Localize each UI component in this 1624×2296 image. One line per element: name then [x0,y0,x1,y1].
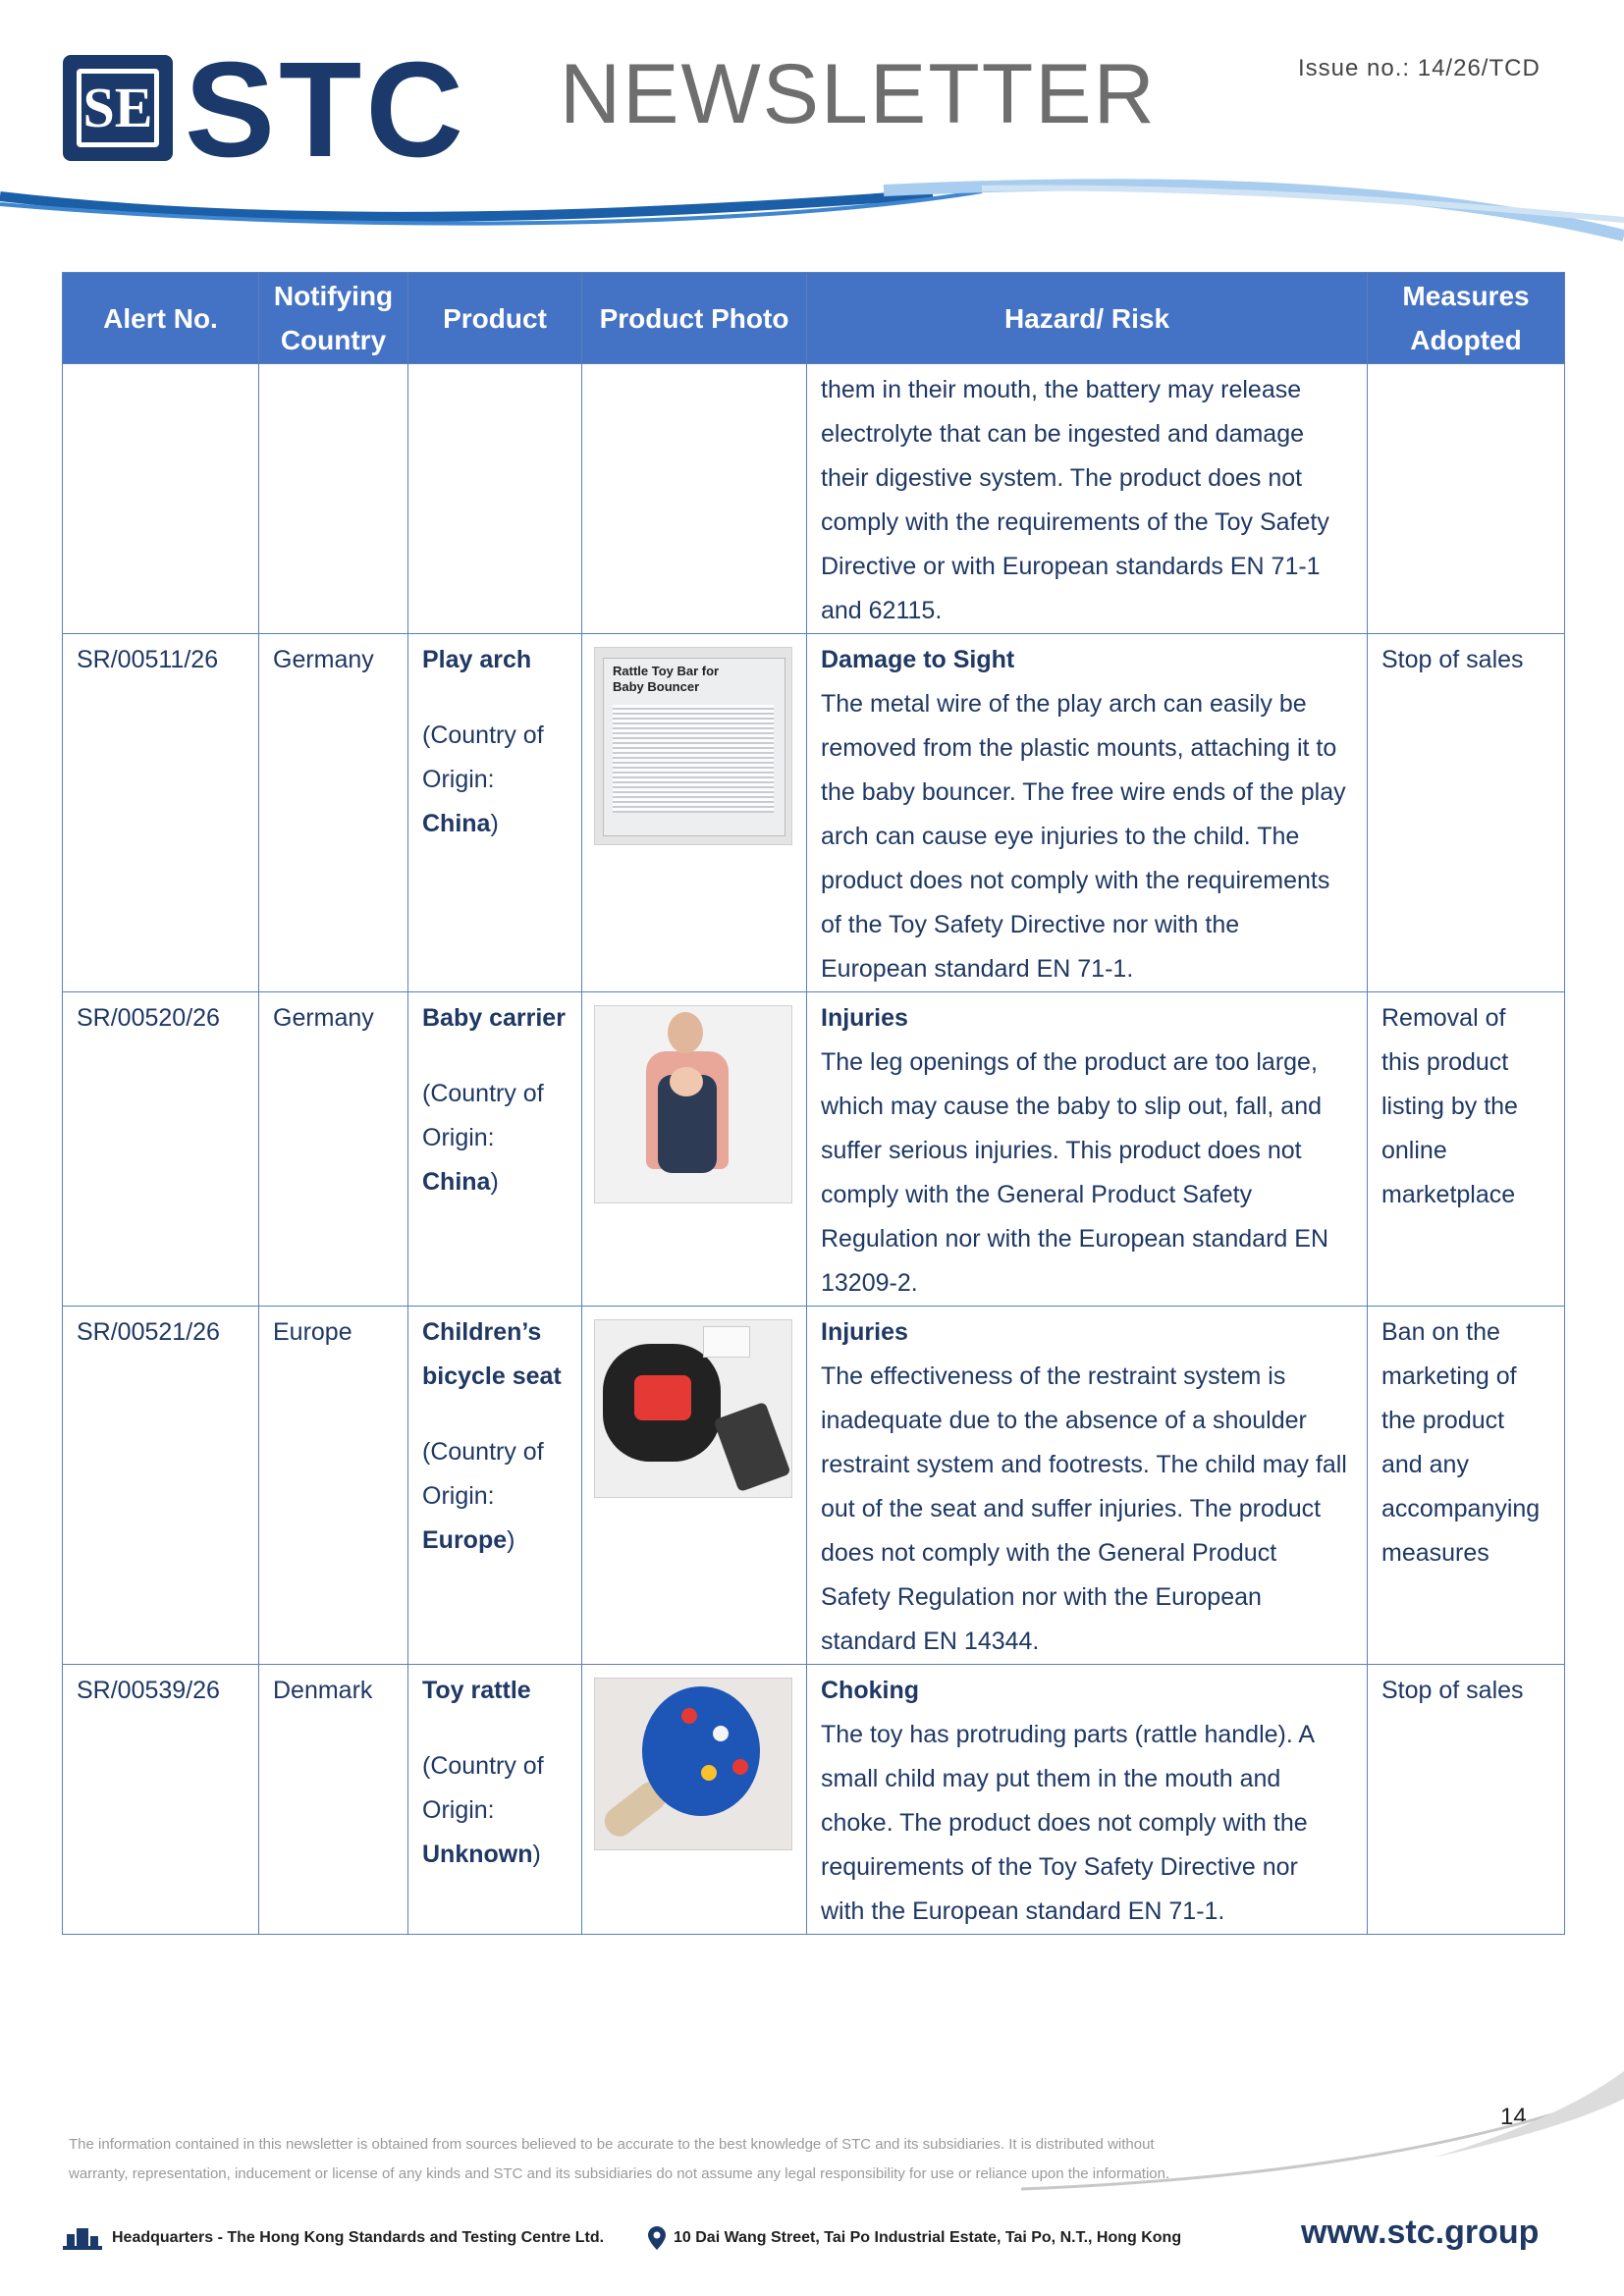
cell-measures [1368,992,1565,1307]
hazard-line: Directive or with European standards EN 71-1 [821,553,1321,580]
hazard-line: comply with the requirements of the Toy Safety [821,508,1329,536]
cell-measures [1368,1665,1565,1935]
cell-photo [582,1665,807,1935]
product-name: Children’s [422,1318,542,1346]
hazard-line: removed from the plastic mounts, attaching it to [821,734,1337,762]
table-row [63,992,1565,1307]
origin-prefix: (Country of [422,1438,544,1466]
hazard-line: The toy has protruding parts (rattle handle). A [821,1721,1316,1748]
cell-product [408,1665,582,1935]
origin-close: ) [507,1526,515,1554]
hazard-title: Injuries [821,1318,908,1346]
measures-line: Stop of sales [1381,1677,1524,1704]
disclaimer-line: warranty, representation, inducement or license of any kinds and STC and its subsidiaries do not assume any legal responsibility for use or reliance upon the information. [69,2165,1170,2182]
cell-country: Denmark [259,1665,408,1935]
origin-close: ) [532,1841,541,1868]
cell-alert: SR/00520/26 [63,992,259,1307]
page-number: 14 [1500,2104,1527,2130]
measures-line: Stop of sales [1381,646,1524,673]
alerts-table [62,272,1565,1935]
header-notifying-country: Notifying Country [259,273,408,364]
cell-hazard [807,364,1368,634]
issue-number: Issue no.: 14/26/TCD [1298,55,1541,81]
cell-alert [63,364,259,634]
hazard-line: out of the seat and suffer injuries. The product [821,1495,1322,1522]
cell-product [408,364,582,634]
hazard-line: their digestive system. The product does not [821,464,1303,492]
cell-measures [1368,364,1565,634]
origin-label: Origin: [422,1124,495,1151]
origin-prefix: (Country of [422,1080,544,1107]
hazard-title: Injuries [821,1004,908,1032]
origin-prefix: (Country of [422,721,544,749]
photo-package-label: Rattle Toy Bar for Baby Bouncer [613,664,720,694]
hazard-line: small child may put them in the mouth and [821,1765,1281,1792]
origin-label: Origin: [422,1796,495,1824]
table-row [63,1307,1565,1665]
address [648,2226,1181,2250]
logo-text: STC [185,34,467,186]
product-photo-bicycle-seat [594,1319,792,1498]
building-icon [63,2226,102,2250]
hazard-line: choke. The product does not comply with the [821,1809,1308,1837]
header-wave [0,177,1624,255]
cell-hazard [807,1307,1368,1665]
cell-product [408,634,582,992]
origin-close: ) [490,810,499,837]
headquarters [63,2226,604,2250]
hazard-line: arch can cause eye injuries to the child. The [821,823,1300,850]
measures-line: marketing of [1381,1362,1517,1390]
hazard-line: The metal wire of the play arch can easily be [821,690,1307,718]
disclaimer [69,2130,1296,2189]
measures-line: Ban on the [1381,1318,1500,1346]
measures-line: online [1381,1137,1447,1164]
hazard-line: of the Toy Safety Directive nor with the [821,911,1240,938]
cell-product [408,992,582,1307]
hazard-line: standard EN 14344. [821,1628,1040,1655]
header-product: Product [408,273,582,364]
cell-alert: SR/00539/26 [63,1665,259,1935]
cell-photo [582,634,807,992]
cell-hazard [807,992,1368,1307]
hazard-line: with the European standard EN 71-1. [821,1897,1225,1925]
table-header-row [63,273,1565,364]
cell-country: Europe [259,1307,408,1665]
hazard-line: requirements of the Toy Safety Directive nor [821,1853,1298,1881]
hazard-line: Regulation nor with the European standard EN [821,1225,1328,1253]
hazard-line: them in their mouth, the battery may release [821,376,1302,403]
product-photo-play-arch [594,647,792,845]
disclaimer-line: The information contained in this newsletter is obtained from sources believed to be accurate to the best knowledge of STC and its subsidiaries. It is distributed without [69,2136,1155,2153]
hazard-line: suffer serious injuries. This product does not [821,1137,1302,1164]
hazard-line: product does not comply with the requirements [821,867,1330,894]
measures-line: this product [1381,1048,1509,1076]
logo-mark [63,55,173,161]
cell-alert: SR/00511/26 [63,634,259,992]
hazard-line: 13209-2. [821,1269,918,1297]
origin-country: China [422,1168,491,1196]
hazard-line: which may cause the baby to slip out, fall, and [821,1093,1323,1120]
header-alert-no: Alert No. [63,273,259,364]
measures-line: measures [1381,1539,1489,1567]
cell-country: Germany [259,992,408,1307]
cell-photo [582,992,807,1307]
hazard-line: and 62115. [821,597,943,624]
product-name: Baby carrier [422,1004,566,1032]
newsletter-title: NEWSLETTER [560,47,1157,141]
cell-measures [1368,634,1565,992]
product-name: Play arch [422,646,532,673]
hazard-line: comply with the General Product Safety [821,1181,1253,1208]
cell-country [259,364,408,634]
origin-label: Origin: [422,1482,495,1510]
cell-photo [582,364,807,634]
measures-line: the product [1381,1407,1505,1434]
hazard-line: electrolyte that can be ingested and damage [821,420,1305,448]
hazard-line: European standard EN 71-1. [821,955,1134,983]
measures-line: listing by the [1381,1093,1518,1120]
hazard-line: The leg openings of the product are too large, [821,1048,1318,1076]
logo-mark-letters: SE [77,69,159,147]
website-link[interactable]: www.stc.group [1301,2214,1540,2251]
cell-measures [1368,1307,1565,1665]
cell-product [408,1307,582,1665]
origin-country: Europe [422,1526,508,1554]
product-photo-baby-carrier [594,1005,792,1203]
measures-line: marketplace [1381,1181,1516,1208]
measures-line: and any [1381,1451,1469,1478]
origin-close: ) [490,1168,499,1196]
table-row-continued [63,364,1565,634]
header-measures-adopted: Measures Adopted [1368,273,1565,364]
hazard-line: inadequate due to the absence of a shoulder [821,1407,1307,1434]
measures-line: accompanying [1381,1495,1541,1522]
product-name: Toy rattle [422,1677,531,1704]
origin-label: Origin: [422,766,495,793]
cell-country: Germany [259,634,408,992]
cell-hazard [807,634,1368,992]
product-name: bicycle seat [422,1362,562,1390]
address-text: 10 Dai Wang Street, Tai Po Industrial Estate, Tai Po, N.T., Hong Kong [674,2229,1182,2246]
hazard-title: Damage to Sight [821,646,1015,673]
location-pin-icon [648,2226,666,2250]
hazard-line: The effectiveness of the restraint system is [821,1362,1286,1390]
headquarters-text: Headquarters - The Hong Kong Standards and Testing Centre Ltd. [112,2229,605,2246]
origin-country: China [422,810,491,837]
cell-alert: SR/00521/26 [63,1307,259,1665]
hazard-title: Choking [821,1677,919,1704]
hazard-line: restraint system and footrests. The child may fall [821,1451,1347,1478]
hazard-line: does not comply with the General Product [821,1539,1277,1567]
origin-country: Unknown [422,1841,533,1868]
header-hazard-risk: Hazard/ Risk [807,273,1368,364]
hazard-line: the baby bouncer. The free wire ends of the play [821,778,1346,806]
origin-prefix: (Country of [422,1752,544,1780]
header-product-photo: Product Photo [582,273,807,364]
cell-photo [582,1307,807,1665]
measures-line: Removal of [1381,1004,1506,1032]
cell-hazard [807,1665,1368,1935]
hazard-line: Safety Regulation nor with the European [821,1583,1262,1611]
product-photo-toy-rattle [594,1678,792,1850]
table-row [63,1665,1565,1935]
table-row [63,634,1565,992]
